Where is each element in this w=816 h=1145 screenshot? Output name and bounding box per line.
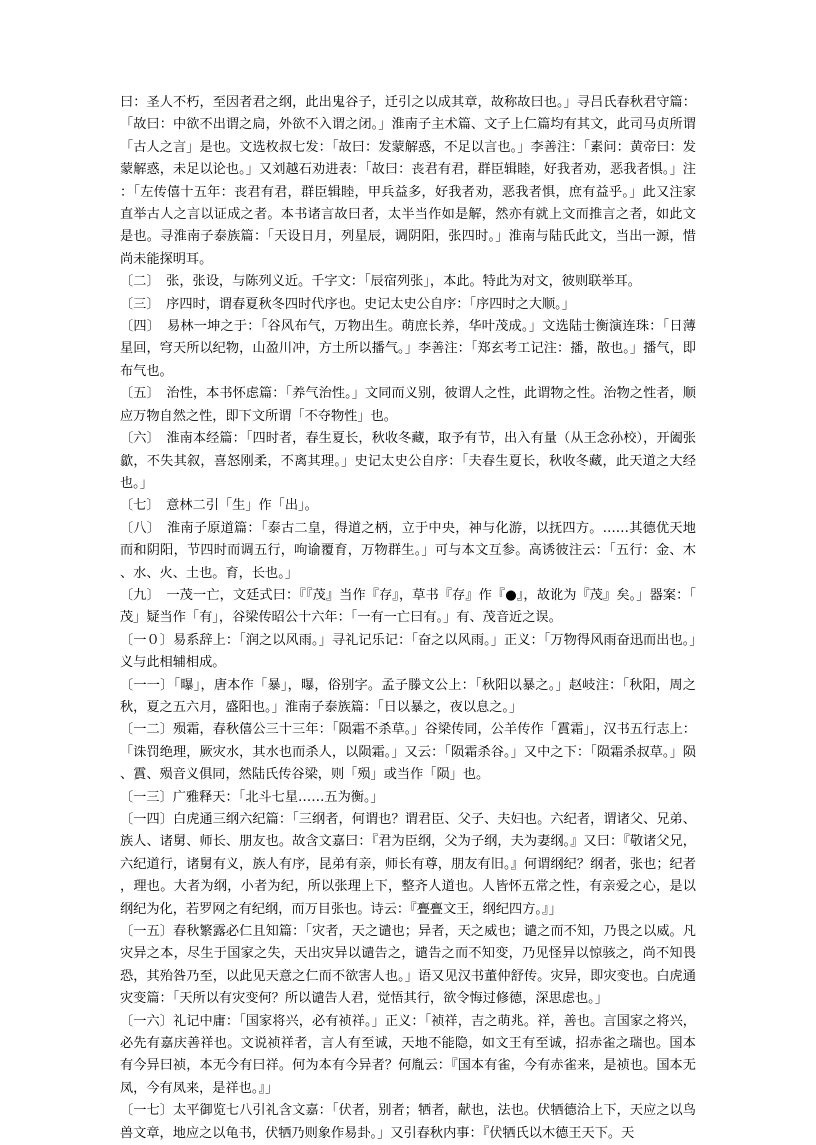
commentary-note-3: 〔三〕 序四时，谓春夏秋冬四时代序也。史记太史公自序：「序四时之大顺。」 [120, 296, 575, 312]
commentary-note-8: 〔八〕 淮南子原道篇：「泰古二皇，得道之柄，立于中央，神与化游，以抚四方。……其德优天地而和阴阳，节四时而调五行，呴谕覆育，万物群生。」可与本文互参。高诱彼注云：「五行：金、木、水、火、土也。育，长也。」 [120, 520, 696, 581]
commentary-note-10: 〔一０〕易系辞上：「润之以风雨。」寻礼记乐记：「奋之以风雨。」正义：「万物得风雨奋迅而出也。」义与此相辅相成。 [120, 632, 696, 671]
commentary-note-5: 〔五〕 治性，本书怀虑篇：「养气治性。」文同而义别，彼谓人之性，此谓物之性。治物之性者，顺应万物自然之性，即下文所谓「不夺物性」也。 [120, 386, 696, 424]
commentary-note-6: 〔六〕 淮南本经篇：「四时者，春生夏长，秋收冬藏，取予有节，出入有量（从王念孙校），开阖张歙，不失其叙，喜怒刚柔，不离其理。」史记太史公自序：「夫春生夏长，秋收冬藏，此天道之大经也。」 [120, 431, 696, 491]
commentary-note-17: 〔一七〕太平御览七八引礼含文嘉：「伏者，别者；牺者，献也，法也。伏牺德洽上下，天应之以鸟兽文章，地应之以龟书，伏牺乃则象作易卦。」又引春秋内事：『伏牺氏以木德王天下。天 [120, 1103, 696, 1141]
commentary-note-7: 〔七〕 意林二引「生」作「出」。 [120, 498, 318, 514]
commentary-note-11: 〔一一〕「曝」，唐本作「暴」，曝，俗别字。孟子滕文公上：「秋阳以暴之。」赵岐注：「秋阳，周之秋，夏之五六月，盛阳也。」淮南子泰族篇：「日以暴之，夜以息之。」 [120, 677, 696, 715]
commentary-note-4: 〔四〕 易林一坤之于：「谷风布气，万物出生。萌庶长养，华叶茂成。」文选陆士衡演连珠：「日薄星回，穹天所以纪物，山盈川冲，方土所以播气。」李善注：「郑玄考工记注：播，散也。」播气，即布气也。 [120, 319, 696, 379]
commentary-page [120, 92, 696, 1145]
commentary-paragraph-intro: 曰：圣人不朽，至因者君之纲，此出鬼谷子，迁引之以成其章，故称故曰也。」寻吕氏春秋君守篇：「故曰：中欲不出谓之扃，外欲不入谓之闭。」淮南子主术篇、文子上仁篇均有其文，此司马贞所谓「古人之言」是也。文选枚叔七发：「故曰：发蒙解惑，不足以言也。」李善注：「素问：黄帝曰：发蒙解惑，未足以论也。」又刘越石劝进表：「故曰：丧君有君，群臣辑睦，好我者劝，恶我者惧。」注：「左传僖十五年：丧君有君，群臣辑睦，甲兵益多，好我者劝，恶我者惧，庶有益乎。」此又注家直举古人之言以证成之者。本书诸言故曰者，太半当作如是解，然亦有就上文而推言之者，如此文是也。寻淮南子泰族篇：「天设日月，列星辰，调阴阳，张四时。」淮南与陆氏此文，当出一源，惜尚未能探明耳。 [120, 95, 696, 267]
commentary-note-15: 〔一五〕春秋繁露必仁且知篇：「灾者，天之谴也；异者，天之威也；谴之而不知，乃畏之以威。凡灾异之本，尽生于国家之失，天出灾异以谴告之，谴告之而不知变，乃见怪异以惊骇之，尚不知畏恐，其殆咎乃至，以此见天意之仁而不欲害人也。」语又见汉书董仲舒传。灾异，即灾变也。白虎通灾变篇：「天所以有灾变何？所以谴告人君，觉悟其行，欲令悔过修德，深思虑也。」 [120, 924, 696, 1007]
commentary-note-12: 〔一二〕殒霜，春秋僖公三十三年：「陨霜不杀草。」谷梁传同，公羊传作「霣霜」，汉书五行志上：「诛罚绝理，厥灾水，其水也而杀人，以陨霜。」又云：「陨霜杀谷。」又中之下：「陨霜杀叔草。」陨、霣、殒音义俱同，然陆氏传谷梁，则「殒」或当作「陨」也。 [120, 722, 696, 783]
commentary-note-14: 〔一四〕白虎通三纲六纪篇：「三纲者，何谓也？谓君臣、父子、夫妇也。六纪者，谓诸父、兄弟、族人、诸舅、师长、朋友也。故含文嘉曰：『君为臣纲，父为子纲，夫为妻纲。』又曰：『敬诸父兄，六纪道行，诸舅有义，族人有序，昆弟有亲，师长有尊，朋友有旧。』何谓纲纪？纲者，张也；纪者，理也。大者为纲，小者为纪，所以张理上下，整齐人道也。人皆怀五常之性，有亲爱之心，是以纲纪为化，若罗网之有纪纲，而万目张也。诗云：『亹亹文王，纲纪四方。』」 [120, 812, 696, 917]
commentary-note-13: 〔一三〕广雅释天：「北斗七星……五为衡。」 [120, 789, 384, 805]
commentary-note-2: 〔二〕 张，张设，与陈列义近。千字文：「辰宿列张」，本此。特此为对文，彼则联举耳。 [120, 274, 641, 290]
commentary-note-16: 〔一六〕礼记中庸：「国家将兴，必有祯祥。」正义：「祯祥，吉之萌兆。祥，善也。言国家之将兴，必先有嘉庆善祥也。文说祯祥者，言人有至诚，天地不能隐，如文王有至诚，招赤雀之瑞也。国本有今异曰祯，本无今有曰祥。何为本有今异者？何胤云：『国本有雀，今有赤雀来，是祯也。国本无凤，今有凤来，是祥也。』」 [120, 1013, 696, 1096]
commentary-note-9: 〔九〕 一茂一亡，文廷式曰：『『茂』当作『存』，草书『存』作『●』，故讹为『茂』矣。」器案：「茂」疑当作「有」，谷梁传昭公十六年：「一有一亡曰有。」有、茂音近之误。 [120, 587, 696, 626]
